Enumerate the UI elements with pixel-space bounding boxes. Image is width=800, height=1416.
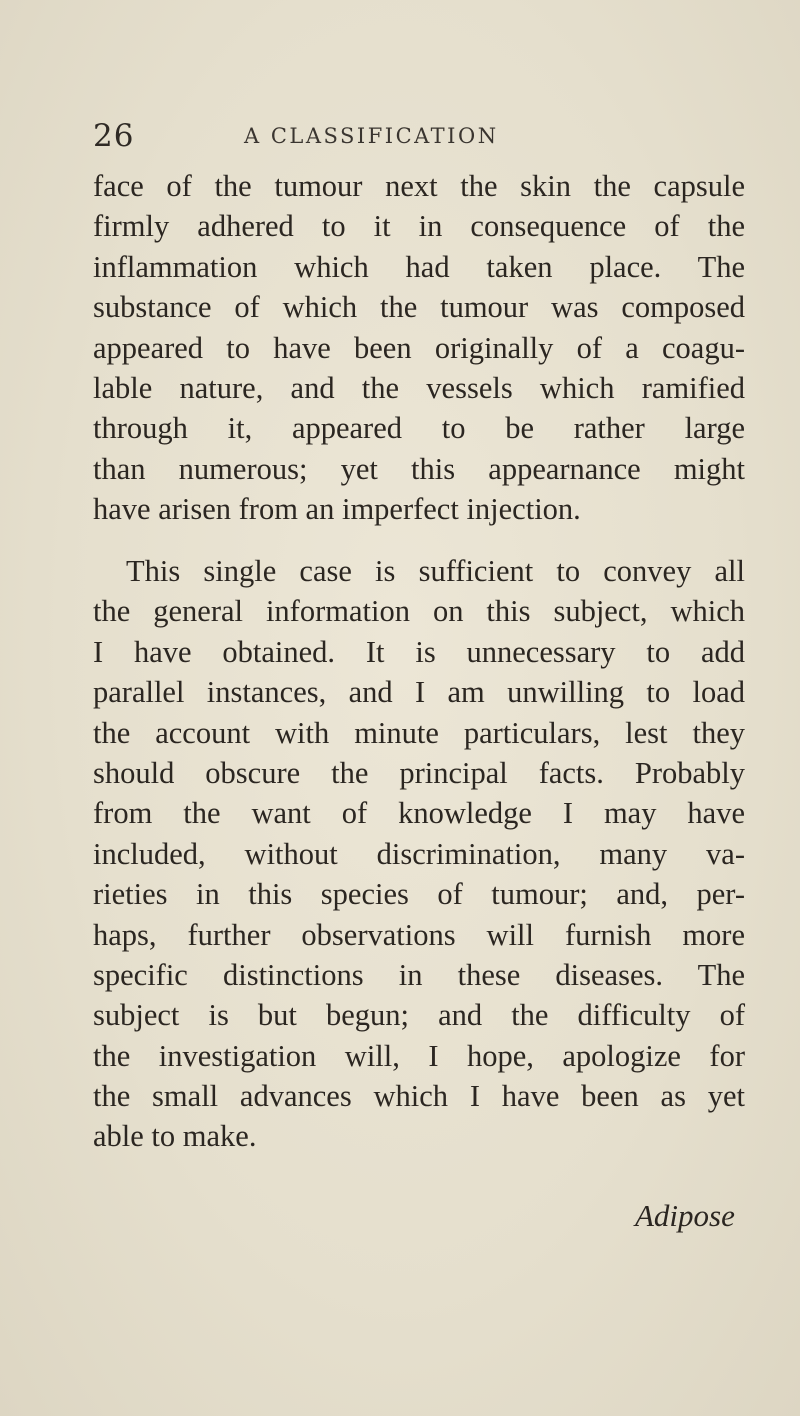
text-line: rieties in this species of tumour; and, per-	[93, 877, 745, 912]
text-line: parallel instances, and I am unwilling to load	[93, 675, 745, 710]
text-line: the investigation will, I hope, apologize for	[93, 1038, 745, 1073]
text-line: substance of which the tumour was composed	[93, 290, 745, 325]
text-line: the small advances which I have been as yet	[93, 1079, 745, 1114]
page-number: 26	[93, 118, 135, 154]
text-line: subject is but begun; and the difficulty of	[93, 998, 745, 1033]
text-line: included, without discrimination, many va-	[93, 836, 745, 871]
text-line: lable nature, and the vessels which ramified	[93, 370, 745, 405]
text-line: inflammation which had taken place. The	[93, 249, 745, 284]
running-head: A CLASSIFICATION	[244, 124, 499, 148]
page-header	[0, 118, 800, 158]
text-line: through it, appeared to be rather large	[93, 411, 745, 446]
text-line: appeared to have been originally of a coagu-	[93, 330, 745, 365]
text-line: haps, further observations will furnish more	[93, 917, 745, 952]
text-line: should obscure the principal facts. Probably	[93, 755, 745, 790]
catchword: Adipose	[635, 1198, 735, 1233]
text-line: have arisen from an imperfect injection.	[93, 492, 581, 527]
text-line: than numerous; yet this appearnance might	[93, 451, 745, 486]
text-line: face of the tumour next the skin the capsule	[93, 169, 745, 203]
paragraph-1	[93, 166, 745, 530]
text-line: the general information on this subject, which	[93, 594, 745, 629]
text-line: firmly adhered to it in consequence of the	[93, 209, 745, 244]
text-line: I have obtained. It is unnecessary to add	[93, 634, 745, 669]
text-line: specific distinctions in these diseases. The	[93, 957, 745, 992]
text-line: able to make.	[93, 1119, 257, 1154]
text-line: the account with minute particulars, lest they	[93, 715, 745, 750]
text-line: from the want of knowledge I may have	[93, 796, 745, 831]
text-line: This single case is sufficient to convey all	[126, 554, 745, 588]
paragraph-2	[93, 551, 745, 1157]
